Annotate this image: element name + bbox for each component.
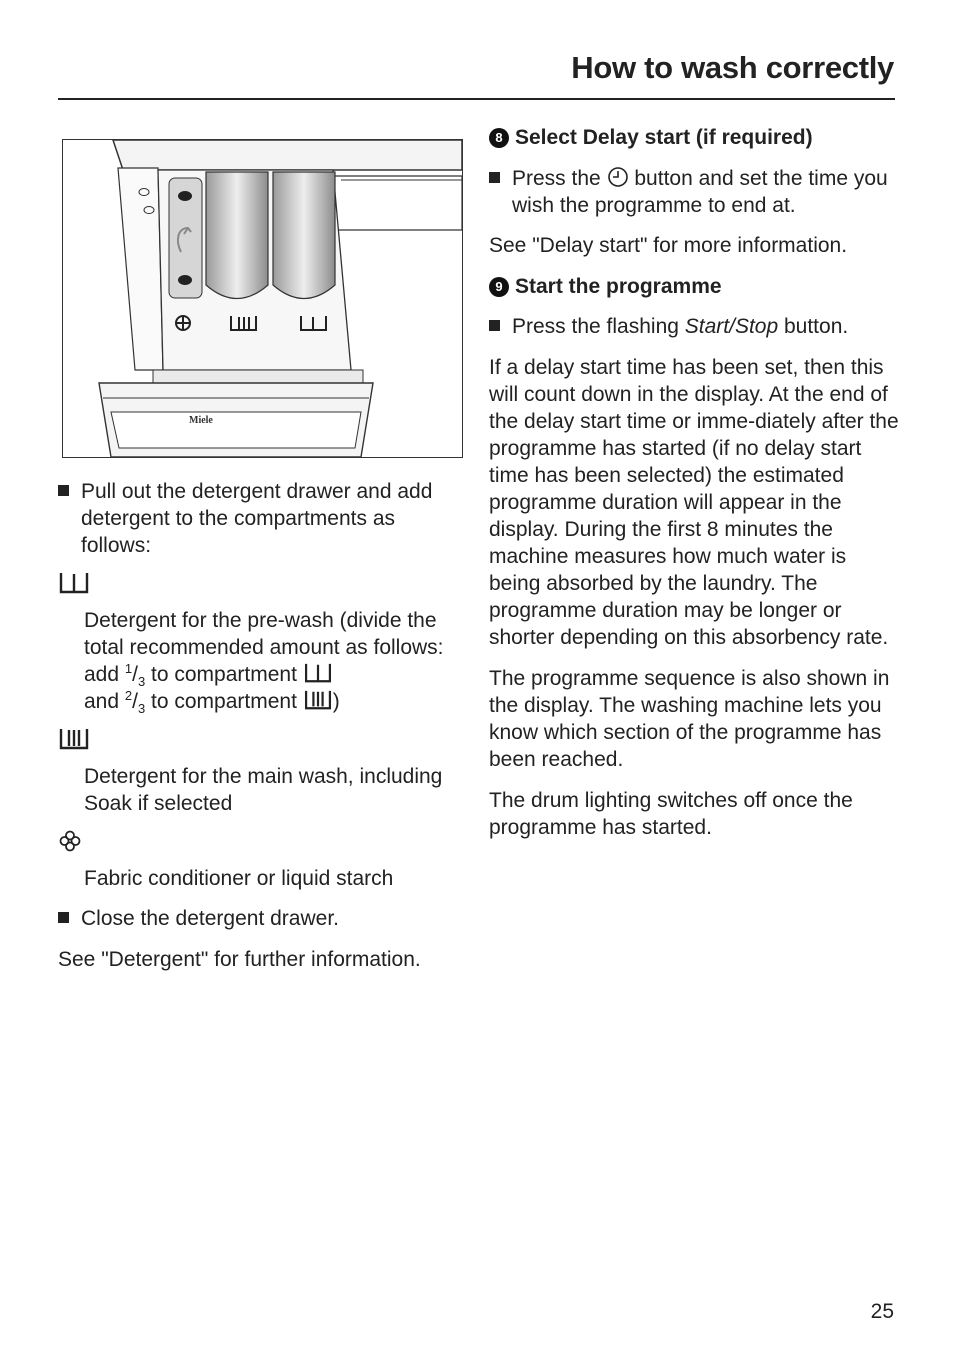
instruction-text: Close the detergent drawer.: [81, 907, 339, 930]
page-title: How to wash correctly: [571, 50, 894, 85]
instruction-text: [512, 313, 848, 340]
prewash-description: Detergent for the pre-wash (divide the total recommended amount as follows: add $^1/_3$ to compartment and $^2/_3$ to compartment ): [84, 609, 444, 717]
step-8-heading: [489, 124, 899, 151]
left-column: [58, 478, 458, 973]
text-run: and: [84, 690, 125, 713]
bullet-square: [58, 905, 81, 932]
delay-paragraph: If a delay start time has been set, then this will count down in the display. At the end of the delay start time or imme-diately after the programme has started (if no delay start time has been selected) the estimated programme duration will appear in the display. During the first 8 minutes the machine measures how much water is being absorbed by the laundry. The programme duration may be longer or shorter depending on this absorbency rate.: [489, 356, 899, 649]
bullet-square: [489, 165, 512, 219]
drawer-drawing: [63, 140, 462, 457]
mainwash-symbol-row: [58, 727, 458, 755]
detergent-drawer-illustration: [62, 139, 463, 458]
instruction-pull-drawer: [58, 478, 458, 559]
instruction-press-delay: [489, 165, 899, 219]
prewash-compartment-icon: [58, 571, 90, 595]
text-run: ): [332, 690, 340, 713]
prewash-symbol-row: [58, 571, 458, 599]
drum-lighting-paragraph: The drum lighting switches off once the programme has started.: [489, 789, 853, 839]
bullet-square: [489, 313, 512, 340]
start-stop-label: Start/Stop: [684, 315, 779, 338]
step-number-badge: 8: [489, 128, 509, 148]
fraction-numerator: 1: [124, 661, 133, 676]
text-run: to compartment: [145, 690, 303, 713]
text-run: button and set the time you wish the programme to end at.: [512, 167, 888, 217]
mainwash-compartment-icon: [58, 727, 90, 751]
bullet-square: [58, 478, 81, 559]
fraction-numerator: 2: [124, 688, 133, 703]
right-column: [489, 124, 899, 841]
instruction-text: Pull out the detergent drawer and add detergent to the compartments as follows:: [81, 480, 433, 557]
text-run: to compartment: [145, 663, 303, 686]
mainwash-description: Detergent for the main wash, including Soak if selected: [84, 765, 443, 815]
clock-icon: [607, 166, 629, 188]
step-number-badge: 9: [489, 277, 509, 297]
instruction-close-drawer: [58, 905, 458, 932]
conditioner-description: Fabric conditioner or liquid starch: [84, 867, 394, 890]
page-number: 25: [870, 1300, 894, 1323]
fraction-denominator: 3: [137, 701, 146, 717]
text-run: Press the: [512, 167, 607, 190]
heading-text: Start the programme: [515, 275, 722, 298]
see-delay-note: See "Delay start" for more information.: [489, 234, 848, 257]
text-run: Detergent for the pre-wash (divide the total recommended amount as follows: add: [84, 609, 444, 686]
mainwash-compartment-icon: [303, 689, 333, 711]
prewash-compartment-icon: [303, 662, 333, 684]
header-rule: [58, 98, 895, 100]
step-9-heading: [489, 273, 899, 300]
fraction-denominator: 3: [137, 674, 146, 690]
see-detergent-note: See "Detergent" for further information.: [58, 948, 421, 971]
instruction-press-start: [489, 313, 899, 340]
text-run: Press the flashing: [512, 315, 685, 338]
conditioner-symbol-row: [58, 829, 458, 857]
brand-logo: Miele: [189, 415, 213, 426]
fabric-conditioner-icon: [58, 829, 82, 853]
instruction-text: [512, 165, 899, 219]
sequence-paragraph: The programme sequence is also shown in the display. The washing machine lets you know which section of the programme has been reached.: [489, 667, 890, 771]
heading-text: Select Delay start (if required): [515, 126, 813, 149]
text-run: button.: [778, 315, 849, 338]
